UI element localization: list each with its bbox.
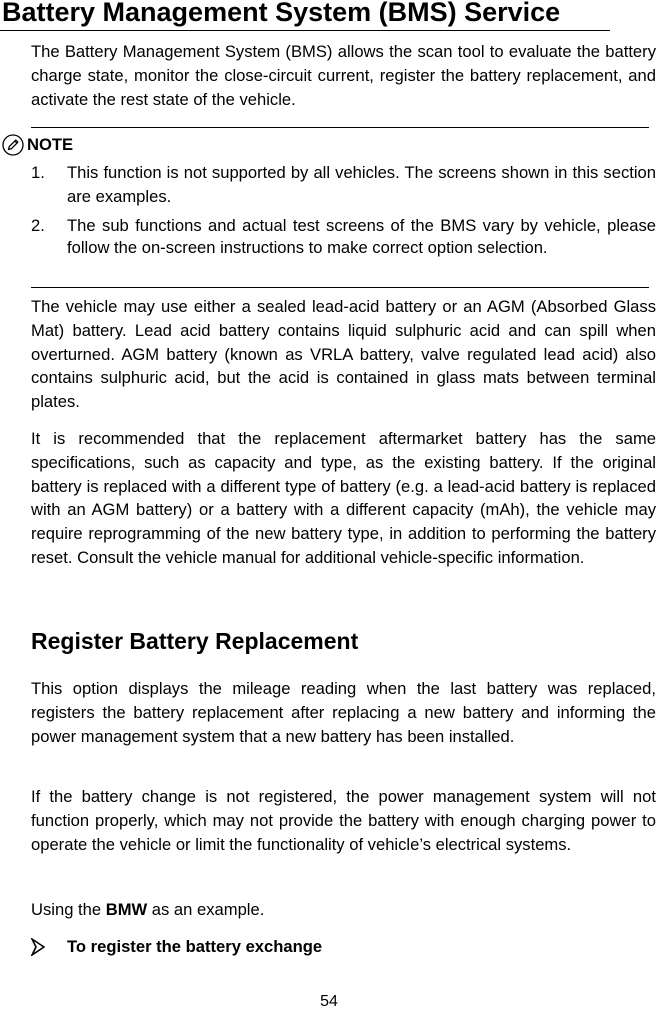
- note-label: NOTE: [27, 135, 74, 154]
- replacement-battery-paragraph: It is recommended that the replacement aftermarket battery has the same specifications, such as capacity and type, as the existing battery. If the original battery is replaced with a different type of battery (e.g. a lead-acid battery is replaced with an AGM battery) or a battery with a different capacity (mAh), the vehicle may require reprogramming of the new battery type, in addition to performing the battery reset. Consult the vehicle manual for additional vehicle-specific information.: [31, 429, 656, 567]
- title-underline: [0, 30, 610, 31]
- note-item-2: [31, 214, 656, 258]
- example-prefix: Using the: [31, 900, 106, 919]
- note-item-text: The sub functions and actual test screens of the BMS vary by vehicle, please follow the on-screen instructions to make correct option selection.: [67, 216, 656, 257]
- battery-types-paragraph: The vehicle may use either a sealed lead-acid battery or an AGM (Absorbed Glass Mat) battery. Lead acid battery contains liquid sulphuric acid and can spill when overturned. AGM battery (known as VRLA battery, valve regulated lead acid) also contains sulphuric acid, but the acid is contained in glass mats between terminal plates.: [31, 297, 656, 412]
- note-top-rule: [31, 127, 649, 128]
- pencil-icon: [2, 134, 24, 156]
- example-suffix: as an example.: [147, 900, 265, 919]
- section-heading: Register Battery Replacement: [31, 628, 359, 654]
- note-bottom-rule: [31, 287, 649, 288]
- note-item-number: 1.: [31, 163, 45, 182]
- note-item-1: [31, 161, 656, 209]
- note-item-number: 2.: [31, 216, 45, 235]
- registration-warning-paragraph: If the battery change is not registered, the power management system will not function properly, which may not provide the battery with enough charging power to operate the vehicle or limit the functionality of vehicle’s electrical systems.: [31, 787, 656, 854]
- intro-paragraph: The Battery Management System (BMS) allows the scan tool to evaluate the battery charge state, monitor the close-circuit current, register the battery replacement, and activate the rest state of the vehicle.: [31, 42, 656, 109]
- procedure-heading: To register the battery exchange: [67, 937, 323, 956]
- page-number: 54: [320, 993, 338, 1010]
- example-brand: BMW: [105, 900, 148, 919]
- note-item-text: This function is not supported by all vehicles. The screens shown in this section are examples.: [67, 163, 656, 206]
- example-line: [31, 898, 264, 922]
- register-description-paragraph: This option displays the mileage reading when the last battery was replaced, registers the battery replacement after replacing a new battery and informing the power management system that a new battery has been installed.: [31, 679, 656, 746]
- arrow-bullet-icon: [31, 938, 45, 956]
- page-title: Battery Management System (BMS) Service: [2, 0, 561, 27]
